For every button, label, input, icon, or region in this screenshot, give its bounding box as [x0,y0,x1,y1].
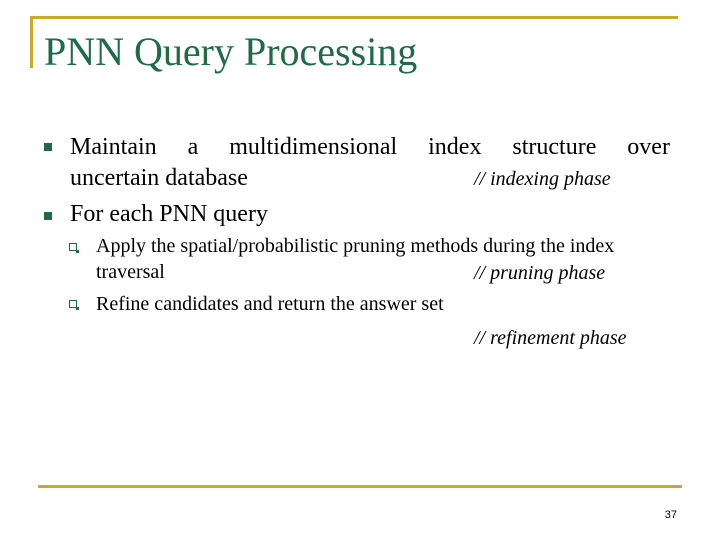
footer-rule [38,485,682,488]
sub-bullet-2-line-1: Refine candidates and return the answer set [96,293,444,315]
square-bullet-icon [44,143,52,151]
bullet-1-word: a [187,134,199,160]
page-number: 37 [664,509,677,521]
bullet-1-word: structure [512,134,597,160]
hollow-square-bullet-icon [69,243,77,251]
top-rule [30,16,678,19]
left-rule [30,16,33,68]
bullet-1-word: index [428,134,482,160]
pruning-phase-note: // pruning phase [474,262,606,284]
sub-bullet-1-line-2: traversal [96,261,165,283]
hollow-square-bullet-icon [69,300,77,308]
indexing-phase-note: // indexing phase [474,168,611,190]
bullet-1-word: multidimensional [229,134,398,160]
slide-title: PNN Query Processing [44,29,418,74]
bullet-1-word: over [627,134,670,160]
sub-bullet-1-line-1: Apply the spatial/probabilistic pruning methods during the index [96,235,615,257]
refinement-phase-note: // refinement phase [474,327,627,349]
square-bullet-icon [44,212,52,220]
bullet-1-line-2: uncertain database [70,165,248,191]
bullet-2-text: For each PNN query [70,201,268,227]
bullet-1-word: Maintain [70,134,157,160]
bullet-1-line-1 [70,132,670,163]
